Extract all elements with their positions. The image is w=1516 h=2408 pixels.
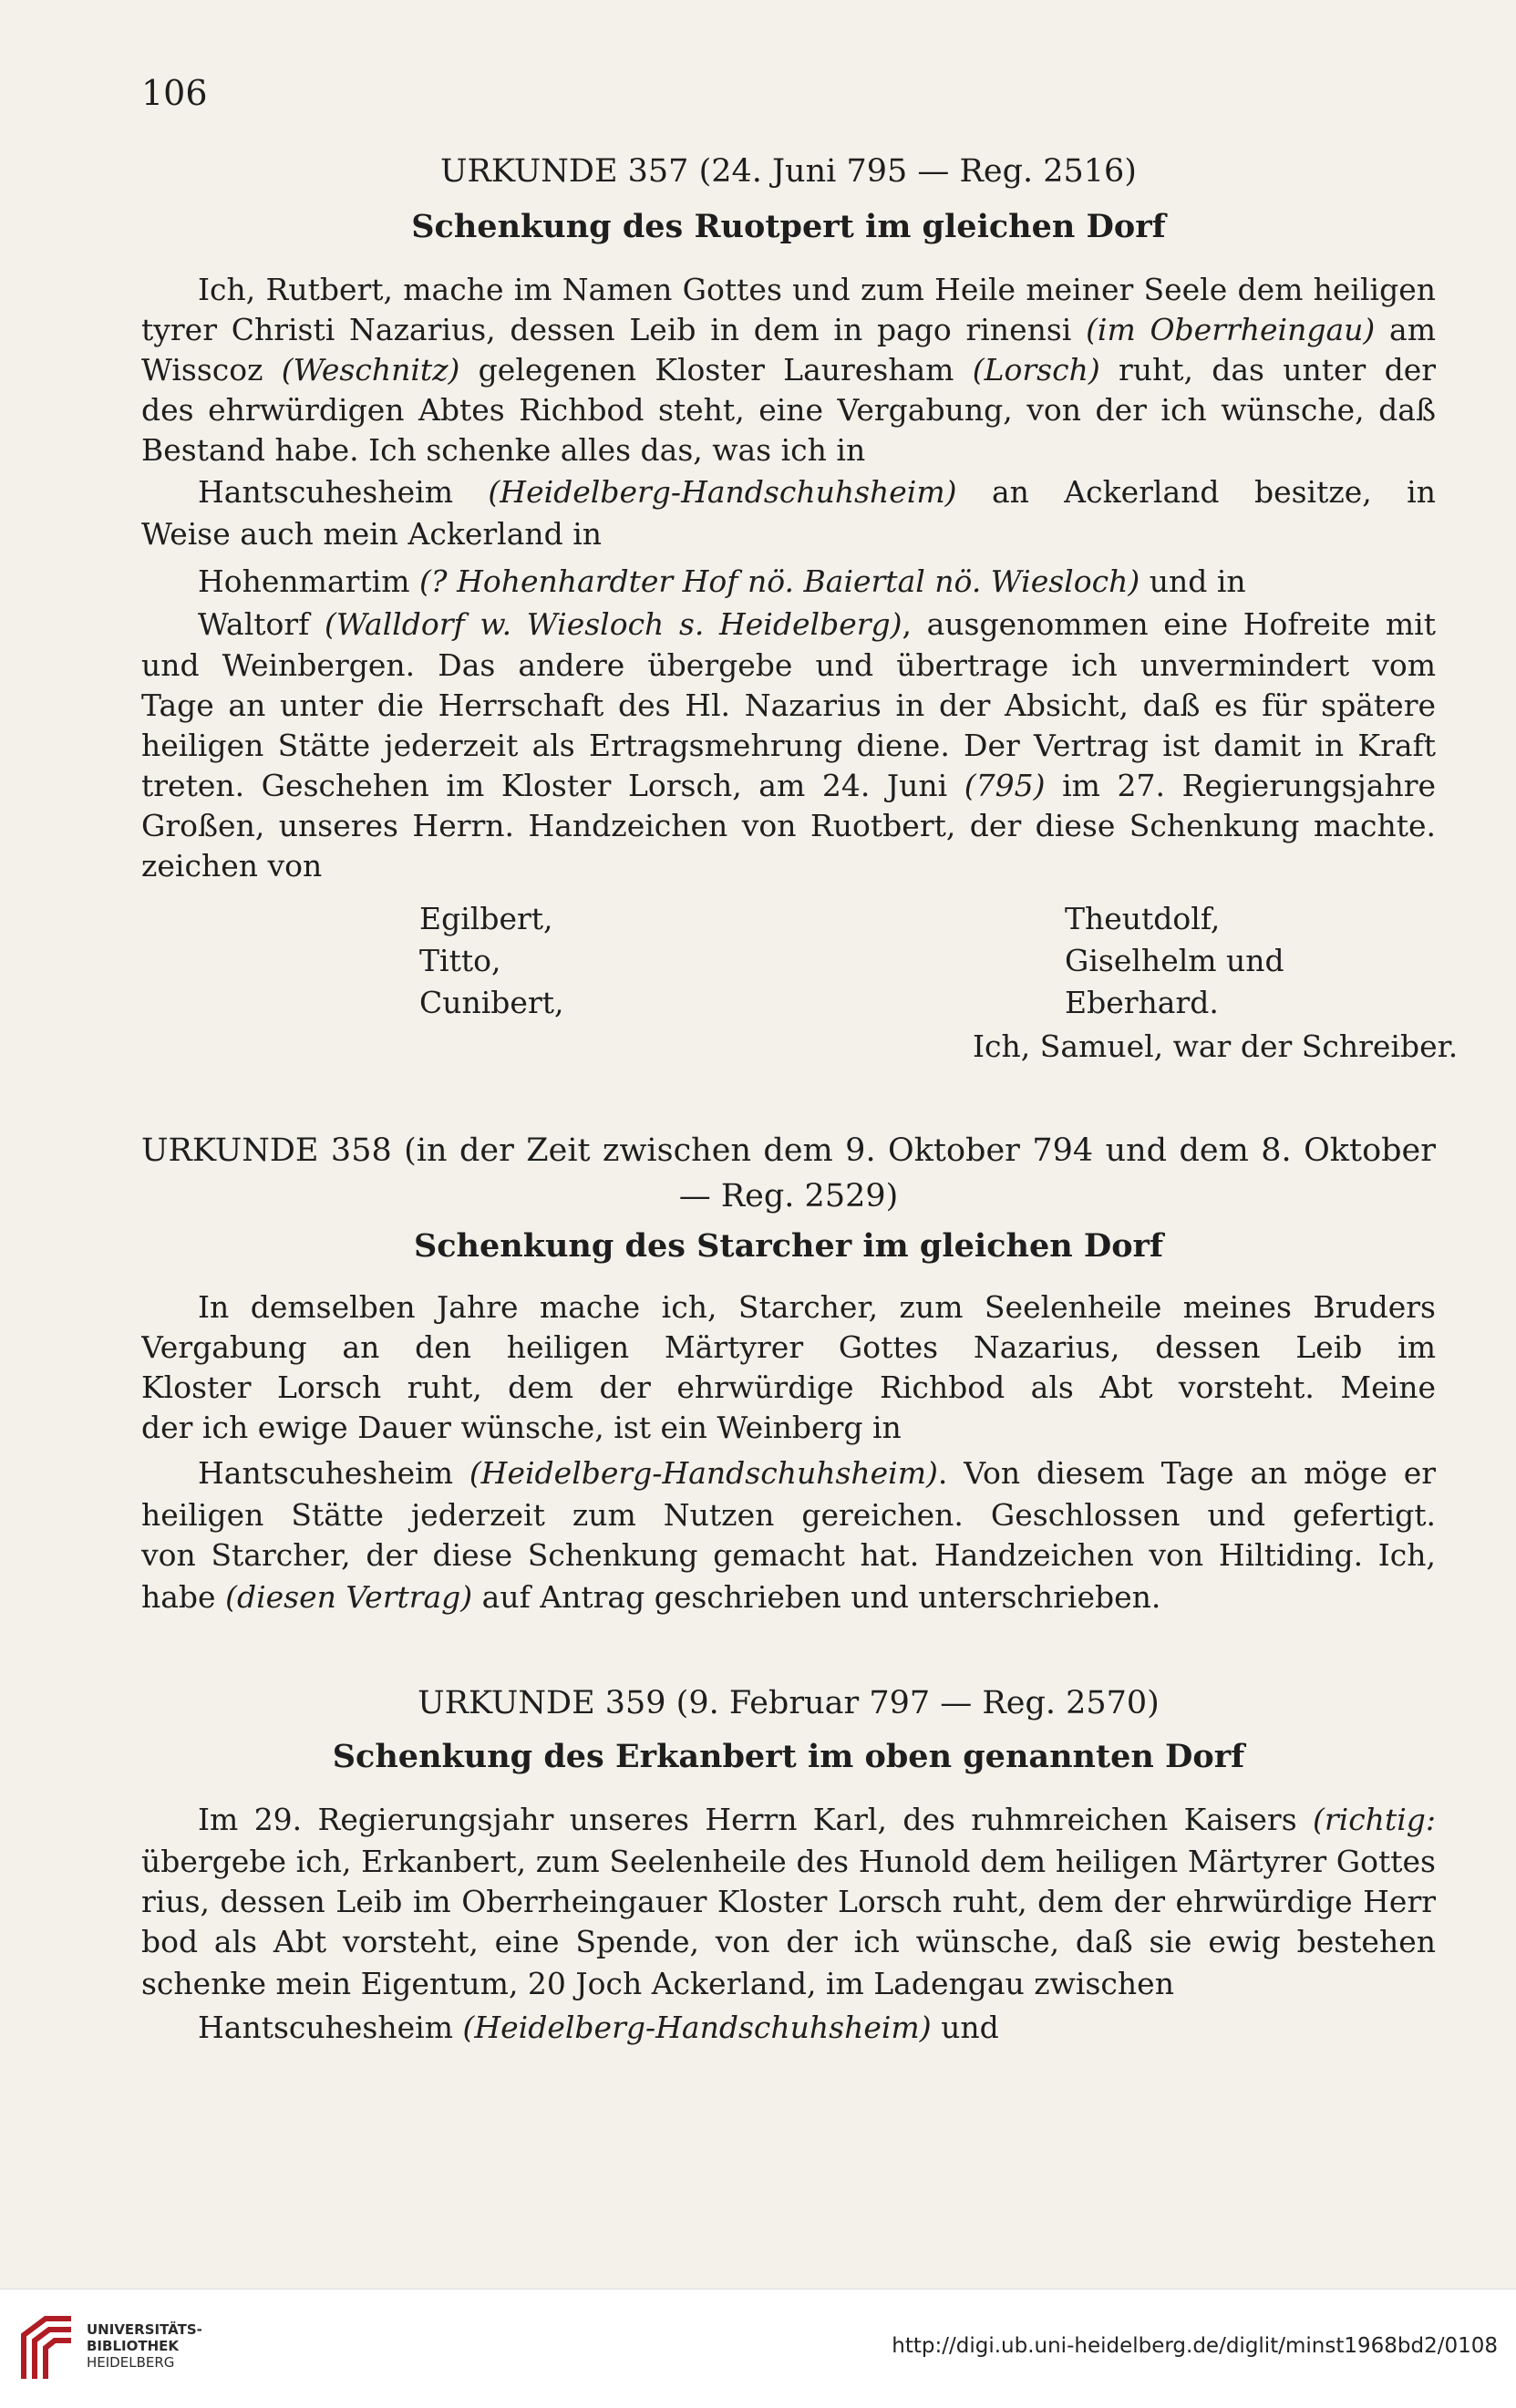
text-line: zeichen von (141, 848, 323, 884)
library-name-line: HEIDELBERG (87, 2354, 175, 2371)
witness-name: Giselhelm und (1065, 943, 1284, 978)
editorial-note: (Heidelberg-Handschuhsheim) (488, 474, 957, 510)
text-line: des ehrwürdigen Abtes Richbod steht, eine Vergabung, von der ich wünsche, daß (141, 392, 1436, 428)
witness-name: Theutdolf, (1065, 901, 1221, 936)
text-line: übergebe ich, Erkanbert, zum Seelenheile des Hunold dem heiligen Märtyrer Gottes (141, 1844, 1436, 1879)
editorial-note: (Heidelberg-Handschuhsheim) (469, 1455, 938, 1491)
text-line: Im 29. Regierungsjahr unseres Herrn Karl, des ruhmreichen Kaisers (richtig: (198, 1802, 1436, 1838)
witness-name: Eberhard. (1065, 985, 1219, 1020)
editorial-note: (diesen Vertrag) (225, 1579, 473, 1615)
section-heading: URKUNDE 357 (24. Juni 795 — Reg. 2516) (440, 153, 1137, 190)
library-name-line: BIBLIOTHEK (87, 2338, 179, 2354)
text-line: Großen, unseres Herrn. Handzeichen von Ruotbert, der diese Schenkung machte. (141, 808, 1436, 843)
text-line: Hantscuhesheim (Heidelberg-Handschuhsheim) an Ackerland besitze, in (198, 474, 1436, 510)
text-line: Hantscuhesheim (Heidelberg-Handschuhsheim). Von diesem Tage an möge er (198, 1455, 1436, 1491)
text-line: treten. Geschehen im Kloster Lorsch, am 24. Juni (795) im 27. Regierungsjahre (141, 768, 1436, 803)
text-line: Tage an unter die Herrschaft des Hl. Nazarius in der Absicht, daß es für spätere (141, 687, 1436, 723)
text-line: Wisscoz (Weschnitz) gelegenen Kloster Lauresham (Lorsch) ruht, das unter der (141, 352, 1436, 388)
text-line: heiligen Stätte jederzeit zum Nutzen gereichen. Geschlossen und gefertigt. (141, 1497, 1436, 1533)
text-line: heiligen Stätte jederzeit als Ertragsmehrung diene. Der Vertrag ist damit in Kraft (141, 728, 1436, 763)
text-line: von Starcher, der diese Schenkung gemacht hat. Handzeichen von Hiltiding. Ich, (141, 1537, 1436, 1573)
library-name-line: UNIVERSITÄTS- (87, 2321, 202, 2338)
page-number: 106 (141, 73, 208, 113)
library-name[interactable] (87, 2321, 202, 2371)
text-line: Ich, Rutbert, mache im Namen Gottes und zum Heile meiner Seele dem heiligen (198, 272, 1436, 307)
text-line: habe (diesen Vertrag) auf Antrag geschrieben und unterschrieben. (141, 1579, 1161, 1615)
text-line: der ich ewige Dauer wünsche, ist ein Weinberg in (141, 1410, 902, 1445)
text-line: und Weinbergen. Das andere übergebe und übertrage ich unvermindert vom (141, 647, 1436, 683)
text-line: Waltorf (Walldorf w. Wiesloch s. Heidelberg), ausgenommen eine Hofreite mit (198, 606, 1436, 642)
editorial-note: (im Oberrheingau) (1086, 312, 1376, 347)
text-line: schenke mein Eigentum, 20 Joch Ackerland, im Ladengau zwischen (141, 1966, 1174, 2001)
section-subheading: Schenkung des Ruotpert im gleichen Dorf (411, 208, 1166, 245)
editorial-note: (Weschnitz) (281, 352, 460, 388)
text-line: In demselben Jahre mache ich, Starcher, zum Seelenheile meines Bruders (198, 1289, 1436, 1325)
witness-name: Cunibert, (419, 985, 564, 1020)
section-heading: URKUNDE 359 (9. Februar 797 — Reg. 2570) (418, 1685, 1160, 1721)
editorial-note: (Walldorf w. Wiesloch s. Heidelberg) (325, 606, 902, 642)
section-heading: URKUNDE 358 (in der Zeit zwischen dem 9. Oktober 794 und dem 8. Oktober (141, 1132, 1436, 1169)
text-line: Weise auch mein Ackerland in (141, 516, 603, 552)
section-subheading: Schenkung des Erkanbert im oben genannten Dorf (332, 1738, 1245, 1775)
editorial-note: (? Hohenhardter Hof nö. Baiertal nö. Wiesloch) (419, 563, 1140, 599)
section-subheading: Schenkung des Starcher im gleichen Dorf (413, 1227, 1164, 1265)
editorial-note: (Heidelberg-Handschuhsheim) (462, 2010, 932, 2045)
text-line: tyrer Christi Nazarius, dessen Leib in dem in pago rinensi (im Oberrheingau) am (141, 312, 1436, 347)
scribe-line: Ich, Samuel, war der Schreiber. (973, 1028, 1459, 1064)
editorial-note: (Lorsch) (972, 352, 1100, 388)
editorial-note: (richtig: (1313, 1802, 1436, 1837)
text-line: bod als Abt vorsteht, eine Spende, von der ich wünsche, daß sie ewig bestehen (141, 1924, 1436, 1959)
text-line: Hantscuhesheim (Heidelberg-Handschuhsheim) und (198, 2010, 999, 2045)
section-heading-continued: — Reg. 2529) (678, 1178, 899, 1214)
editorial-note: (795) (964, 768, 1046, 803)
text-line: Kloster Lorsch ruht, dem der ehrwürdige Richbod als Abt vorsteht. Meine (141, 1369, 1436, 1405)
text-line: rius, dessen Leib im Oberrheingauer Kloster Lorsch ruht, dem der ehrwürdige Herr (141, 1884, 1436, 1919)
witness-name: Egilbert, (419, 901, 553, 936)
text-line: Bestand habe. Ich schenke alles das, was ich in (141, 432, 866, 468)
witness-name: Titto, (419, 943, 501, 978)
library-logo-icon[interactable] (18, 2311, 77, 2384)
text-line: Vergabung an den heiligen Märtyrer Gottes Nazarius, dessen Leib im (141, 1329, 1436, 1365)
text-line: Hohenmartim (? Hohenhardter Hof nö. Baiertal nö. Wiesloch) und in (198, 563, 1246, 599)
document-url-link[interactable]: http://digi.ub.uni-heidelberg.de/diglit/minst1968bd2/0108 (892, 2334, 1498, 2358)
